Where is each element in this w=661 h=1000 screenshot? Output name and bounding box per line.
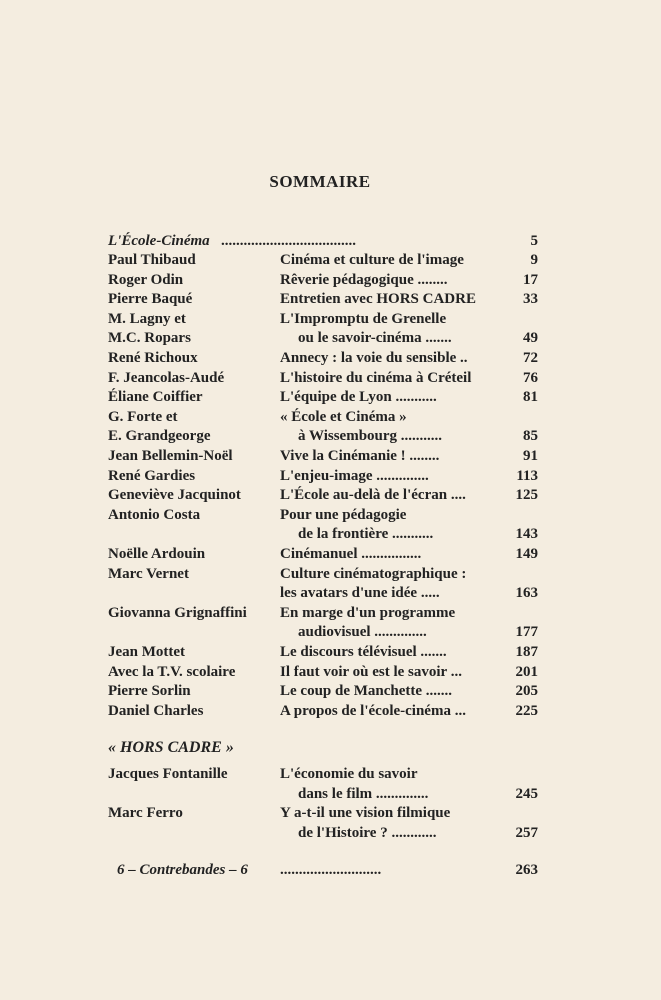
entry-title: L'École au-delà de l'écran .... — [280, 487, 466, 504]
entry-author: Roger Odin — [108, 271, 184, 288]
entry-page: 225 — [515, 702, 538, 719]
entry-author: M. Lagny et — [108, 310, 186, 327]
entry-title: ou le savoir-cinéma ....... — [298, 330, 452, 347]
toc-entry — [108, 290, 538, 309]
entry-title: de la frontière ........... — [298, 526, 434, 543]
entry-page: 85 — [523, 428, 538, 445]
entry-author: Pierre Baqué — [108, 291, 193, 308]
entry-page: 9 — [530, 252, 538, 268]
contrebandes-leader: ........................... — [280, 862, 382, 878]
entry-page: 205 — [515, 683, 538, 700]
entry-title: de l'Histoire ? ............ — [298, 824, 437, 841]
toc-entry — [108, 369, 538, 388]
entry-title: Pour une pédagogie — [280, 506, 407, 523]
entry-author: Jacques Fontanille — [108, 766, 228, 782]
entry-author: F. Jeancolas-Audé — [108, 369, 225, 386]
page-title: SOMMAIRE — [269, 172, 371, 191]
entry-page: 113 — [516, 467, 538, 484]
entry-title: dans le film .............. — [298, 785, 429, 802]
toc-entry — [108, 388, 538, 407]
entry-title: Rêverie pédagogique ........ — [280, 271, 448, 288]
entry-title: L'économie du savoir — [280, 766, 418, 782]
toc-entry — [108, 271, 538, 290]
entry-author: Jean Bellemin-Noël — [108, 448, 233, 464]
entry-page: 49 — [523, 330, 538, 347]
entry-author: Marc Vernet — [108, 565, 189, 582]
toc-entry — [108, 643, 538, 662]
toc-entry — [108, 251, 538, 270]
entry-page: 76 — [523, 369, 538, 386]
toc-entry — [108, 785, 538, 804]
entry-page: 91 — [523, 448, 538, 464]
entry-title: L'Impromptu de Grenelle — [280, 310, 447, 327]
toc-entry — [108, 329, 538, 348]
entry-author: E. Grandgeorge — [108, 428, 211, 445]
toc-entry — [108, 584, 538, 603]
entry-page: 72 — [523, 350, 538, 366]
entry-author: G. Forte et — [108, 408, 178, 425]
toc-entry — [108, 349, 538, 368]
entry-title: Culture cinématographique : — [280, 565, 467, 582]
contrebandes-label: 6 – Contrebandes – 6 — [117, 862, 248, 878]
contrebandes-page: 263 — [515, 862, 538, 878]
entry-author: Paul Thibaud — [108, 252, 196, 268]
entry-title: Annecy : la voie du sensible .. — [280, 350, 468, 366]
entry-title: Vive la Cinémanie ! ........ — [280, 448, 440, 464]
toc-entry — [108, 545, 538, 564]
entry-author: René Gardies — [108, 467, 196, 484]
entry-author: Éliane Coiffier — [108, 389, 203, 406]
entry-page: 163 — [515, 585, 538, 602]
entry-title: A propos de l'école-cinéma ... — [280, 702, 466, 719]
toc-entry — [108, 525, 538, 544]
entry-page: 17 — [523, 271, 538, 288]
toc-entry — [108, 486, 538, 505]
intro-label: L'École-Cinéma — [108, 233, 210, 249]
entry-author: Noëlle Ardouin — [108, 546, 206, 562]
toc-entry — [108, 702, 538, 721]
toc-contrebandes-line — [117, 861, 538, 880]
entry-page: 187 — [515, 644, 538, 660]
entry-title: L'enjeu-image .............. — [280, 467, 429, 484]
toc-entry — [108, 824, 538, 843]
toc-entry — [108, 604, 538, 623]
entry-page: 143 — [515, 526, 538, 543]
toc-entry — [108, 663, 538, 682]
entry-author: M.C. Ropars — [108, 330, 191, 347]
entry-title: Y a-t-il une vision filmique — [280, 805, 451, 822]
section-heading-hors-cadre: « HORS CADRE » — [108, 739, 234, 756]
toc-entry — [108, 310, 538, 329]
toc-entry — [108, 447, 538, 466]
intro-leader: .................................... — [221, 233, 356, 249]
entry-page: 177 — [515, 624, 538, 641]
entry-title: audiovisuel .............. — [298, 624, 427, 641]
toc-entry — [108, 804, 538, 823]
entry-title: L'équipe de Lyon ........... — [280, 389, 437, 406]
toc-entry — [108, 467, 538, 486]
entry-page: 245 — [515, 785, 538, 802]
toc-entry — [108, 506, 538, 525]
entry-page: 201 — [515, 663, 538, 680]
toc-entry — [108, 427, 538, 446]
entry-page: 81 — [523, 389, 538, 406]
entry-title: à Wissembourg ........... — [298, 428, 443, 445]
entry-author: Avec la T.V. scolaire — [108, 663, 236, 680]
toc-entry — [108, 565, 538, 584]
entry-author: Daniel Charles — [108, 702, 204, 719]
entry-author: Jean Mottet — [108, 644, 186, 660]
entry-author: Marc Ferro — [108, 805, 183, 822]
entry-page: 257 — [515, 824, 538, 841]
entry-title: Le discours télévisuel ....... — [280, 644, 447, 660]
toc-entry — [108, 408, 538, 427]
entry-author: René Richoux — [108, 350, 198, 366]
entry-title: « École et Cinéma » — [280, 408, 407, 425]
entry-title: Le coup de Manchette ....... — [280, 683, 453, 700]
entry-title: En marge d'un programme — [280, 604, 456, 621]
intro-page: 5 — [530, 233, 538, 249]
entry-title: Entretien avec HORS CADRE — [280, 291, 476, 308]
toc-entry — [108, 682, 538, 701]
entry-author: Giovanna Grignaffini — [108, 604, 247, 621]
entry-author: Geneviève Jacquinot — [108, 487, 241, 504]
entry-author: Pierre Sorlin — [108, 683, 191, 700]
entry-page: 33 — [523, 291, 538, 308]
entry-title: Cinémanuel ................ — [280, 546, 422, 562]
entry-author: Antonio Costa — [108, 506, 201, 523]
entry-title: Cinéma et culture de l'image — [280, 252, 464, 268]
toc-entry — [108, 765, 538, 784]
entry-page: 125 — [515, 487, 538, 504]
toc-entry — [108, 623, 538, 642]
entry-title: Il faut voir où est le savoir ... — [280, 663, 462, 680]
toc-intro-line — [108, 232, 538, 251]
entry-title: les avatars d'une idée ..... — [280, 585, 440, 602]
entry-page: 149 — [515, 546, 538, 562]
entry-title: L'histoire du cinéma à Créteil — [280, 369, 472, 386]
